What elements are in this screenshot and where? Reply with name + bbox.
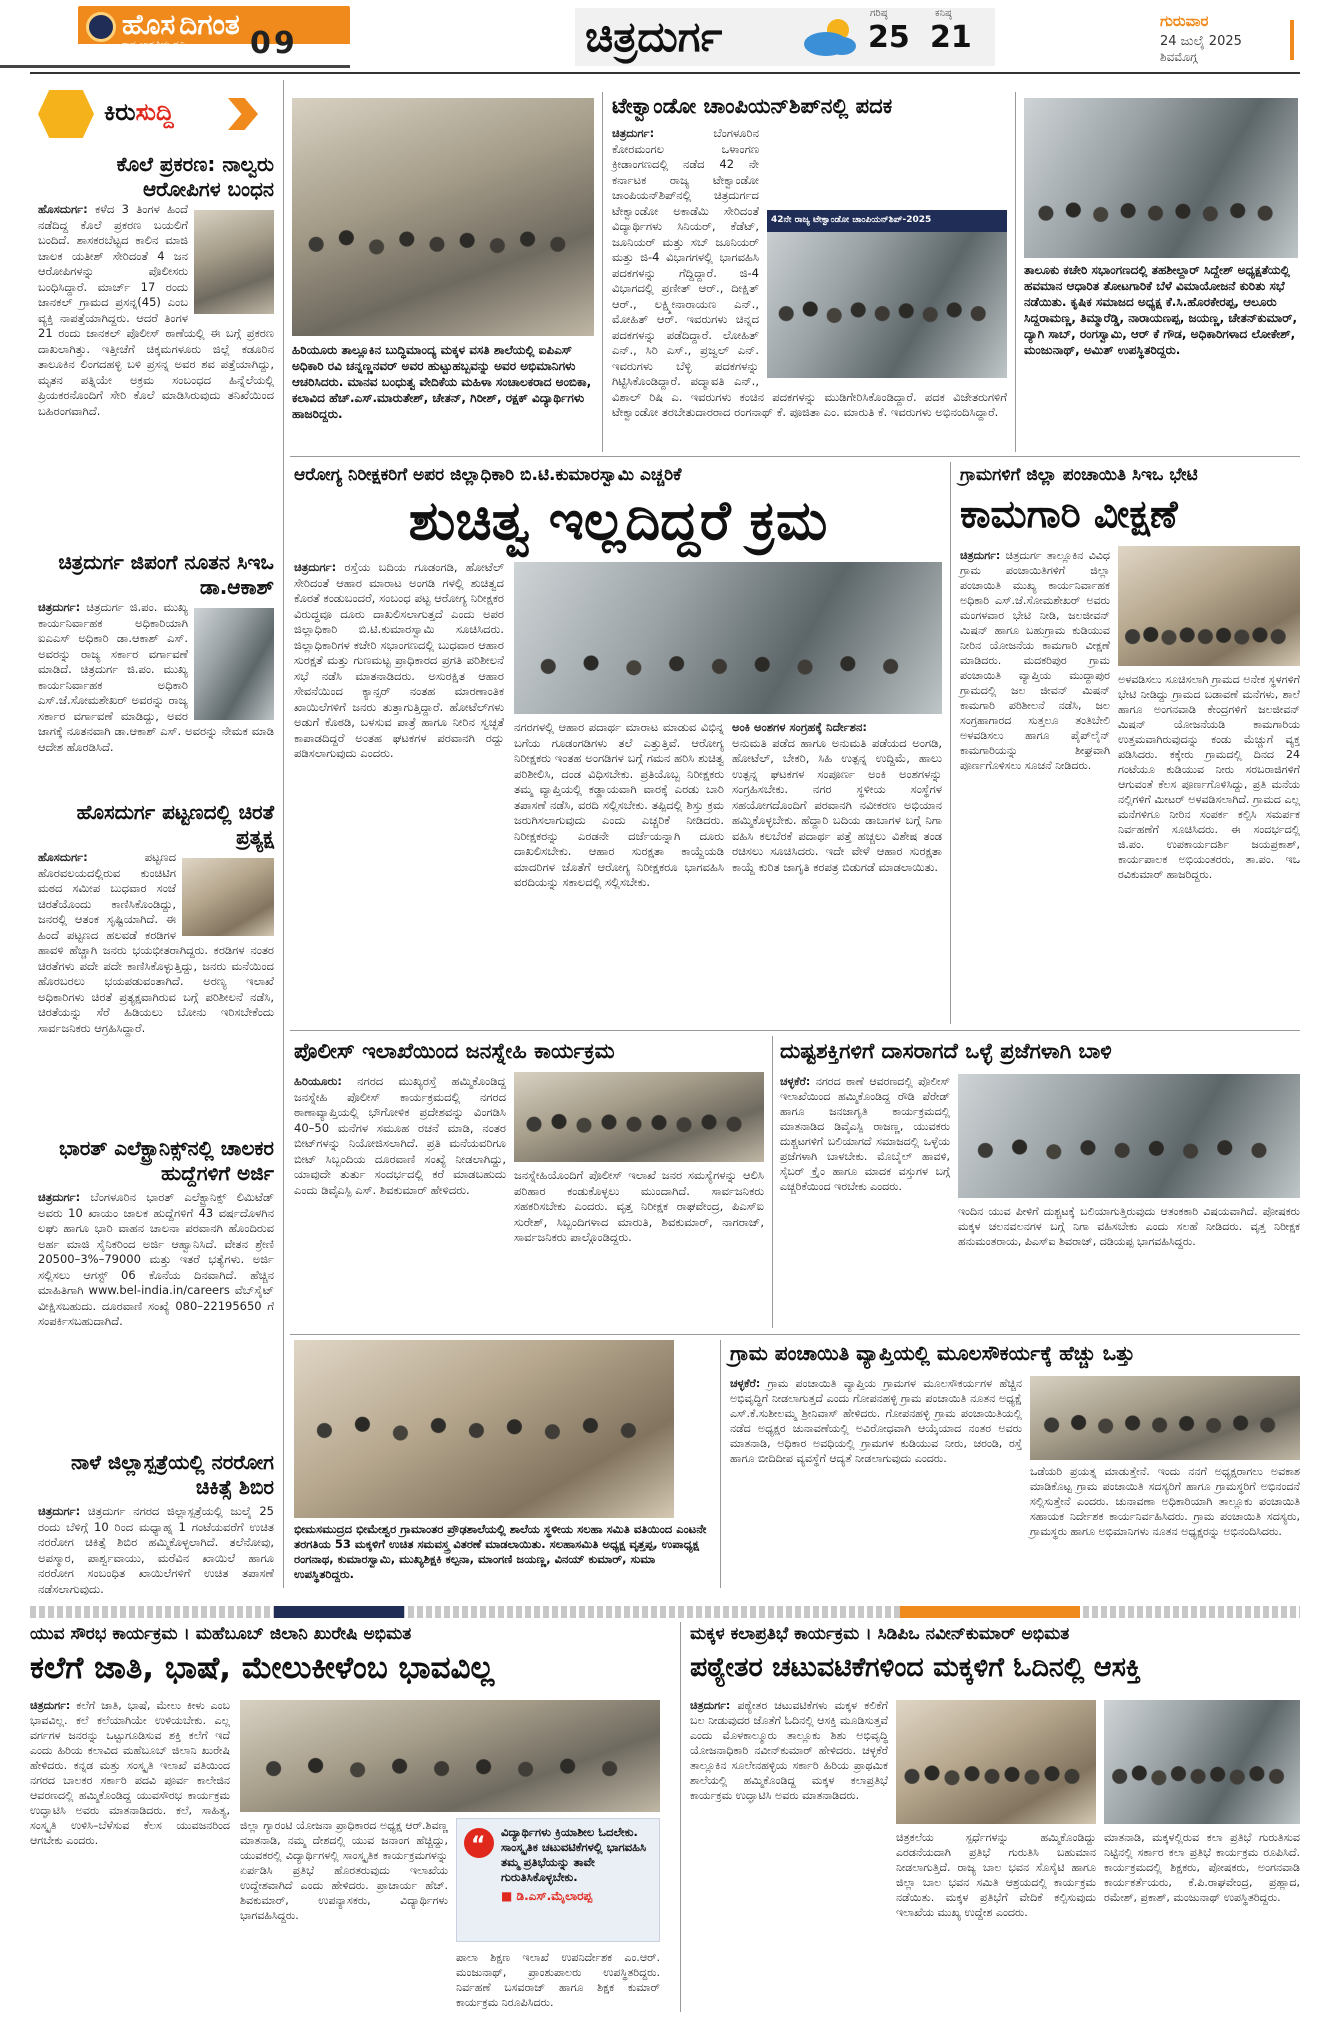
bottom-left-kicker: ಯುವ ಸೌರಭ ಕಾರ್ಯಕ್ರಮ । ಮಹೆಬೂಬ್ ಜಿಲಾನಿ ಖುರೇಷಿ ಅಭಿಮತ xyxy=(30,1624,412,1644)
section-divider-accent xyxy=(900,1606,1080,1618)
bottom-right-kicker: ಮಕ್ಕಳ ಕಲಾಪ್ರತಿಭೆ ಕಾರ್ಯಕ್ರಮ । ಸಿಡಿಪಿಒ ನವೀನ್‌ಕುಮಾರ್ ಅಭಿಮತ xyxy=(690,1624,1070,1644)
taekwondo-body xyxy=(612,126,1007,452)
section-divider xyxy=(30,1606,1300,1618)
brief-dateline: ಚಿತ್ರದುರ್ಗ: xyxy=(38,600,81,614)
masthead xyxy=(0,0,1337,68)
bottom-right-col1 xyxy=(690,1698,888,2012)
youth-event-photo xyxy=(240,1700,660,1812)
quote-text: ವಿದ್ಯಾರ್ಥಿಗಳು ಕ್ರಿಯಾಶೀಲ ಓದಲೇಕು. ಸಾಂಸ್ಕೃತಿಕ ಚಟುವಟಿಕೆಗಳಲ್ಲಿ ಭಾಗವಹಿಸಿ ತಮ್ಮ ಪ್ರತಿಭೆಯನ್ನು ತಾವೇ ಗುರುತಿಸಿಕೊಳ್ಳಬೇಕು. xyxy=(501,1825,647,1884)
kirusuddi-badge xyxy=(38,86,264,142)
taekwondo-banner: 42ನೇ ರಾಜ್ಯ ಟೇಕ್ವಾಂಡೋ ಚಾಂಪಿಯನ್‌ಶಿಪ್-2025 xyxy=(767,210,1007,232)
police-body1: ನಗರದ ಮುಖ್ಯರಸ್ತೆ ಹಮ್ಮಿಕೊಂಡಿದ್ದ ಜನಸ್ನೇಹಿ ಪೊಲೀಸ್ ಕಾರ್ಯಕ್ರಮದಲ್ಲಿ ನಗರದ ಠಾಣಾವ್ಯಾಪ್ತಿಯಲ್ಲಿ ಭೌಗೋಳಿಕ ಪ್ರದೇಶವನ್ನು ವಿಂಗಡಿಸಿ 40–50 ಮನೆಗಳ ಸಮೂಹ ರಚನೆ ಮಾಡಿ, ನಂತರ ಬೀಟ್‌ಗಳನ್ನು ನಿಯೋಜಿಸಲಾಗಿದೆ. ಪ್ರತಿ ಮನೆಯವರಿಗೂ ಬೀಟ್ ಸಿಬ್ಬಂದಿಯ ದೂರವಾಣಿ ಸಂಖ್ಯೆ ನೀಡಲಾಗಿದ್ದು, ಯಾವುದೇ ತುರ್ತು ಸಂದರ್ಭದಲ್ಲಿ ಕರೆ ಮಾಡಬಹುದು ಎಂದು ಡಿವೈಎಸ್ಪಿ ಎಸ್. ಶಿವಕುಮಾರ್ ಹೇಳಿದರು. xyxy=(294,1074,507,1197)
main-subhead: ಅಂಕಿ ಅಂಶಗಳ ಸಂಗ್ರಹಕ್ಕೆ ನಿರ್ದೇಶನ: xyxy=(732,720,867,734)
school-photo xyxy=(294,1340,674,1518)
quote-box xyxy=(456,1818,660,1942)
rowdy-dateline: ಚಳ್ಳಕೆರೆ: xyxy=(780,1075,811,1088)
main-kicker: ಆರೋಗ್ಯ ನಿರೀಕ್ಷಕರಿಗೆ ಅಪರ ಜಿಲ್ಲಾಧಿಕಾರಿ ಬಿ.ಟಿ.ಕುಮಾರಸ್ವಾಮಿ ಎಚ್ಚರಿಕೆ xyxy=(294,465,682,485)
taekwondo-photo xyxy=(767,210,1007,378)
brand-first: ಹೊಸ xyxy=(122,8,176,41)
bottom-left-col3: ಪಾಲಾ ಶಿಕ್ಷಣ ಇಲಾಖೆ ಉಪನಿರ್ದೇಶಕ ಎಂ.ಆರ್. ಮಂಜುನಾಥ್, ಪ್ರಾಂಶುಪಾಲರು ಉಪಸ್ಥಿತರಿದ್ದರು. ನಿರ್ವಹಣೆ ಬಸವರಾಜ್ ಹಾಗೂ ಶಿಕ್ಷಕ ಕುಮಾರ್ ಕಾರ್ಯಕ್ರಮ ನಿರೂಪಿಸಿದರು. xyxy=(456,1951,660,2009)
main-col3 xyxy=(732,720,942,1020)
city-name: ಚಿತ್ರದುರ್ಗ xyxy=(585,12,723,61)
police-dateline: ಹಿರಿಯೂರು: xyxy=(294,1074,342,1088)
section-divider-accent xyxy=(274,1606,404,1618)
bottom-right-dateline: ಚಿತ್ರದುರ್ಗ: xyxy=(690,1699,731,1712)
village-dateline: ಚಿತ್ರದುರ್ಗ: xyxy=(960,549,1001,562)
portrait-photo xyxy=(194,608,274,720)
brief-title: ಕೊಲೆ ಪ್ರಕರಣ: ನಾಲ್ವರು ಆರೋಪಿಗಳ ಬಂಧನ xyxy=(116,152,274,201)
meeting-caption: ತಾಲೂಕು ಕಚೇರಿ ಸಭಾಂಗಣದಲ್ಲಿ ತಹಶೀಲ್ದಾರ್ ಸಿದ್ದೇಶ್ ಅಧ್ಯಕ್ಷತೆಯಲ್ಲಿ ಹವಮಾನ ಆಧಾರಿತ ತೋಟಗಾರಿಕೆ ಬೆಳೆ ವಿಮಾಯೋಜನೆ ಕುರಿತು ಸಭೆ ನಡೆಯಿತು. ಕೃಷಿಕ ಸಮಾಜದ ಅಧ್ಯಕ್ಷ ಕೆ.ಸಿ.ಹೊರಕೇರಪ್ಪ, ಆಲೂರು ಸಿದ್ದರಾಮಣ್ಣ, ತಿಮ್ಮಾರೆಡ್ಡಿ, ನಾರಾಯಣಪ್ಪ, ಜಯಣ್ಣ, ಚೇತನ್‌ಕುಮಾರ್, ದ್ಯಾಗಿ ಸಾಬ್, ರಂಗಸ್ವಾಮಿ, ಆರ್ ಕೆ ಗೌಡ, ಅಧಿಕಾರಿಗಳಾದ ಲೋಕೇಶ್, ಮಂಜುನಾಥ್, ಅಮಿತ್ ಉಪಸ್ಥಿತರಿದ್ದರು. xyxy=(1024,263,1298,357)
gram-body2: ಚುನಾವಣಾ ಅಧಿಕಾರಿಯಾಗಿ ತಾಲ್ಲೂಕು ಪಂಚಾಯಿತಿ ಸಹಾಯಕ ನಿರ್ದೇಶಕ ಕಾರ್ಯನಿರ್ವಹಿಸಿದರು. ಗ್ರಾಮ ಪಂಚಾಯಿತಿ ಸದಸ್ಯರು, ಗ್ರಾಮಸ್ಥರು ಹಾಗೂ ಅಭಿಮಾನಿಗಳು ನೂತನ ಅಧ್ಯಕ್ಷರನ್ನು ಅಭಿನಂದಿಸಿದರು. xyxy=(1030,1495,1300,1538)
brief-title: ಚಿತ್ರದುರ್ಗ ಜಿಪಂಗೆ ನೂತನ ಸಿಇಒ ಡಾ.ಆಕಾಶ್ xyxy=(58,550,274,599)
birthday-photo xyxy=(292,98,594,336)
svg-text:“: “ xyxy=(471,1833,486,1858)
village-col1 xyxy=(960,548,1110,1022)
brief-body: ಕಳೆದ 3 ತಿಂಗಳ ಹಿಂದೆ ನಡೆದಿದ್ದ ಕೊಲೆ ಪ್ರಕರಣ ಬಯಲಿಗೆ ಬಂದಿದೆ. ಶಾಸಕರಬೆಟ್ಟದ ಕಾಲಿನ ಮಾಜಿ ಚಾಲಕ ಯತೀಶ್ ಸೇರಿದಂತೆ 4 ಜನ ಆರೋಪಿಗಳನ್ನು ಪೊಲೀಸರು ಬಂಧಿಸಿದ್ದಾರೆ. ಮಾರ್ಚ್ 17 ರಂದು ಜಾನಕಲ್ ಗ್ರಾಮದ ಪ್ರಸನ್ನ(45) ಎಂಬ ವ್ಯಕ್ತಿ ನಾಪತ್ತೆಯಾಗಿದ್ದರು. ಆದರೆ ತಿಂಗಳ 21 ರಂದು ಜಾನಕಲ್ ಪೊಲೀಸ್ ಠಾಣೆಯಲ್ಲಿ ಈ ಬಗ್ಗೆ ಪ್ರಕರಣ ದಾಖಲಾಗಿತ್ತು. ಇತ್ತೀಚೆಗೆ ಚಿಕ್ಕಮಗಳೂರು ಜಿಲ್ಲೆ ಕಡೂರಿನ ತಾಲೂಕಿನ ಲಿಂಗದಹಳ್ಳಿ ಬಳಿ ಪ್ರಸನ್ನ ಅವರ ಶವ ಪತ್ತೆಯಾಗಿದ್ದು, ಮೃತನ ಪತ್ನಿಯೇ ಅಕ್ರಮ ಸಂಬಂಧದ ಹಿನ್ನೆಲೆಯಲ್ಲಿ ಪ್ರಿಯಕರನೊಂದಿಗೆ ಸೇರಿ ಕೊಲೆ ಮಾಡಿಸಿರುವುದು ತನಿಖೆಯಿಂದ ಬಹಿರಂಗವಾಗಿದೆ. xyxy=(38,202,274,418)
main-col2-text: ನಗರಗಳಲ್ಲಿ ಆಹಾರ ಪದಾರ್ಥ ಮಾರಾಟ ಮಾಡುವ ವಿಭಿನ್ನ ಬಗೆಯ ಗೂಡಂಗಡಿಗಳು ತಲೆ ಎತ್ತುತ್ತಿವೆ. ಆರೋಗ್ಯ ನಿರೀಕ್ಷಕರು ಇಂತಹ ಅಂಗಡಿಗಳ ಬಗ್ಗೆ ಗಮನ ಹರಿಸಿ ಶುಚಿತ್ವ ಪರಿಶೀಲಿಸಿ, ದಂಡ ವಿಧಿಸಬೇಕು. ಪ್ರತಿಯೊಬ್ಬ ನಿರೀಕ್ಷಕರು ತಮ್ಮ ವ್ಯಾಪ್ತಿಯಲ್ಲಿ ಕಡ್ಡಾಯವಾಗಿ ವಾರಕ್ಕೆ ಎರಡು ಬಾರಿ ತಪಾಸಣೆ ನಡೆಸಿ, ವರದಿ ಸಲ್ಲಿಸಬೇಕು. ತಪ್ಪಿದಲ್ಲಿ ಶಿಸ್ತು ಕ್ರಮ ಜರುಗಿಸಲಾಗುವುದು ಎಂದು ಎಚ್ಚರಿಕೆ ನೀಡಿದರು. ನಿರೀಕ್ಷಕರನ್ನು ಎರಡನೇ ದರ್ಜೆಯನ್ನಾಗಿ ದೂರು ದಾಖಲಿಸಬೇಕು. ಆಹಾರ ಸುರಕ್ಷತಾ ಕಾಯ್ದೆಯಡಿ ಮಾದರಿಗಳ ಜೊತೆಗೆ ಆರೋಗ್ಯ ನಿರೀಕ್ಷಕರೂ ಭಾಗವಹಿಸಿ ವರದಿಯನ್ನು ಸಕಾಲದಲ್ಲಿ ಸಲ್ಲಿಸಬೇಕು. xyxy=(514,720,724,889)
suddi-text: ಸುದ್ದಿ xyxy=(135,98,174,126)
brief-item xyxy=(38,152,274,419)
brand-name xyxy=(122,8,240,42)
brief-item xyxy=(38,550,274,755)
rowdy-body1: ನಗರದ ಠಾಣೆ ಆವರಣದಲ್ಲಿ ಪೊಲೀಸ್ ಇಲಾಖೆಯಿಂದ ಹಮ್ಮಿಕೊಂಡಿದ್ದ ರೌಡಿ ಪೆರೇಡ್ ಹಾಗೂ ಜನಜಾಗೃತಿ ಕಾರ್ಯಕ್ರಮದಲ್ಲಿ ಮಾತನಾಡಿದ ಡಿವೈಎಸ್ಪಿ ರಾಜಣ್ಣ, ಯುವಕರು ದುಶ್ಚಟಗಳಿಗೆ ಬಲಿಯಾಗದೆ ಸಮಾಜದಲ್ಲಿ ಒಳ್ಳೆಯ ಪ್ರಜೆಗಳಾಗಿ ಬಾಳಬೇಕು. ಮೊಬೈಲ್ ಹಾವಳಿ, ಸೈಬರ್ ಕ್ರೈಂ ಹಾಗೂ ಮಾದಕ ವಸ್ತುಗಳ ಬಗ್ಗೆ ಎಚ್ಚರಿಕೆಯಿಂದ ಇರಬೇಕು ಎಂದರು. xyxy=(780,1075,951,1193)
police-col1 xyxy=(294,1074,506,1328)
gram-photo xyxy=(1030,1376,1300,1460)
min-temp-label: ಕನಿಷ್ಠ xyxy=(935,8,952,19)
page-number: 09 xyxy=(250,26,298,61)
health-meeting-photo xyxy=(514,562,942,714)
rowdy-photo xyxy=(958,1074,1300,1198)
main-col1 xyxy=(294,560,504,1020)
main-headline: ಶುಚಿತ್ವ ಇಲ್ಲದಿದ್ದರೆ ಕ್ರಮ xyxy=(408,489,828,552)
main-col3-text: ಅನುಮತಿ ಪಡೆದ ಹಾಗೂ ಅನುಮತಿ ಪಡೆಯದ ಅಂಗಡಿ, ಹೋಟೆಲ್, ಬೇಕರಿ, ಸಿಹಿ ಉತ್ಪನ್ನ ಉದ್ದಿಮೆ, ಹಾಲು ಉತ್ಪನ್ನ ಘಟಕಗಳ ಸಂಪೂರ್ಣ ಅಂಕಿ ಅಂಶಗಳನ್ನು ಸಂಗ್ರಹಿಸಬೇಕು. ನಗರ ಸ್ಥಳೀಯ ಸಂಸ್ಥೆಗಳ ಸಹಯೋಗದೊಂದಿಗೆ ಪರವಾನಗಿ ನವೀಕರಣ ಅಭಿಯಾನ ಹಮ್ಮಿಕೊಳ್ಳಬೇಕು. ಹೆದ್ದಾರಿ ಬದಿಯ ಡಾಬಾಗಳ ಬಗ್ಗೆ ನಿಗಾ ವಹಿಸಿ ಕಲಬೆರಕೆ ಪದಾರ್ಥ ಪತ್ತೆ ಹಚ್ಚಲು ವಿಶೇಷ ತಂಡ ರಚಿಸಲು ಸೂಚಿಸಿದರು. ಇದೇ ವೇಳೆ ಆಹಾರ ಸುರಕ್ಷತಾ ಕಾಯ್ದೆ ಕುರಿತ ಜಾಗೃತಿ ಕರಪತ್ರ ಬಿಡುಗಡೆ ಮಾಡಲಾಯಿತು. xyxy=(732,735,942,874)
brief-body: ಚಿತ್ರದುರ್ಗ ನಗರದ ಜಿಲ್ಲಾಸ್ಪತ್ರೆಯಲ್ಲಿ ಜುಲೈ 25 ರಂದು ಬೆಳಿಗ್ಗೆ 10 ರಿಂದ ಮಧ್ಯಾಹ್ನ 1 ಗಂಟೆಯವರೆಗೆ ಉಚಿತ ನರರೋಗ ಚಿಕಿತ್ಸೆ ಶಿಬಿರ ಹಮ್ಮಿಕೊಳ್ಳಲಾಗಿದೆ. ತಲೆನೋವು, ಅಪಸ್ಮಾರ, ಪಾರ್ಶ್ವವಾಯು, ಮರೆವಿನ ಖಾಯಿಲೆ ಹಾಗೂ ನರರೋಗ ಸಂಬಂಧಿತ ಖಾಯಿಲೆಗಳಿಗೆ ಉಚಿತ ತಪಾಸಣೆ ನಡೆಸಲಾಗುವುದು. xyxy=(38,1504,274,1596)
village-headline: ಕಾಮಗಾರಿ ವೀಕ್ಷಣೆ xyxy=(960,492,1178,536)
police-headline: ಪೊಲೀಸ್ ಇಲಾಖೆಯಿಂದ ಜನಸ್ನೇಹಿ ಕಾರ್ಯಕ್ರಮ xyxy=(294,1039,615,1063)
kirusuddi-column xyxy=(30,80,280,1596)
taekwondo-dateline: ಚಿತ್ರದುರ್ಗ: xyxy=(612,126,655,140)
brief-dateline: ಹೊಸದುರ್ಗ: xyxy=(38,850,88,864)
taekwondo-text: ಬೆಂಗಳೂರಿನ ಕೋರಮಂಗಲ ಒಳಾಂಗಣ ಕ್ರೀಡಾಂಗಣದಲ್ಲಿ ನಡೆದ 42 ನೇ ಕರ್ನಾಟಕ ರಾಜ್ಯ ಟೇಕ್ವಾಂಡೋ ಚಾಂಪಿಯನ್‌ಶಿಪ್‌ನಲ್ಲಿ ಚಿತ್ರದುರ್ಗದ ಟೇಕ್ವಾಂಡೋ ಅಕಾಡೆಮಿ ಸೇರಿದಂತೆ ವಿದ್ಯಾರ್ಥಿಗಳು ಸಿನಿಯರ್, ಕೆಡೆಟ್, ಜೂನಿಯರ್ ಮತ್ತು ಸಬ್ ಜೂನಿಯರ್ ಮತ್ತು ಜಿ-4 ವಿಭಾಗಗಳಲ್ಲಿ ಭಾಗವಹಿಸಿ ಪದಕಗಳನ್ನು ಗೆದ್ದಿದ್ದಾರೆ. ಜಿ-4 ವಿಭಾಗದಲ್ಲಿ ಪ್ರಣೀತ್ ಆರ್., ದೀಕ್ಷಿತ್ ಆರ್., ಲಕ್ಷ್ಮೀನಾರಾಯಣ ಎನ್., ಮೋಹಿತ್ ಆರ್. ಇವರುಗಳು ಚಿನ್ನದ ಪದಕಗಳನ್ನು ಪಡೆದಿದ್ದಾರೆ. ಲೋಹಿತ್ ಎನ್., ಸಿರಿ ಎಸ್., ಪ್ರಜ್ವಲ್ ಎನ್. ಇವರುಗಳು ಬೆಳ್ಳಿ ಪದಕಗಳನ್ನು ಗಿಟ್ಟಿಸಿಕೊಂಡಿದ್ದಾರೆ. ಪದ್ಮಾವತಿ ಎನ್., ವಿಶಾಲ್ ರಿಷಿ ಎ. ಇವರುಗಳು ಕಂಚಿನ ಪದಕಗಳನ್ನು ಮುಡಿಗೇರಿಸಿಕೊಂಡಿದ್ದಾರೆ. ಪದಕ ವಿಜೇತರುಗಳಿಗೆ ಟೇಕ್ವಾಂಡೋ ತರಬೇತುದಾರರಾದ ರಂಗನಾಥ್ ಕೆ. ಪೂಜಿತಾ ಎಂ. ಮಾರುತಿ ಕೆ. ಇವರುಗಳು ಅಭಿನಂದಿಸಿದ್ದಾರೆ. xyxy=(612,126,1007,419)
brief-title: ಭಾರತ್ ಎಲೆಕ್ಟ್ರಾನಿಕ್ಸ್‌ನಲ್ಲಿ ಚಾಲಕರ ಹುದ್ದೆಗಳಿಗೆ ಅರ್ಜಿ xyxy=(58,1136,274,1185)
bottom-right-col3: ಮಾತನಾಡಿ, ಮಕ್ಕಳಲ್ಲಿರುವ ಕಲಾ ಪ್ರತಿಭೆ ಗುರುತಿಸುವ ನಿಟ್ಟಿನಲ್ಲಿ ಸರ್ಕಾರ ಕಲಾ ಪ್ರತಿಭೆ ಕಾರ್ಯಕ್ರಮ ರೂಪಿಸಿದೆ. ಕಾರ್ಯಕ್ರಮದಲ್ಲಿ ಶಿಕ್ಷಕರು, ಪೋಷಕರು, ಅಂಗನವಾಡಿ ಕಾರ್ಯಕರ್ತೆಯರು, ಕೆ.ಪಿ.ರಾಘವೇಂದ್ರ, ಪ್ರಹ್ಲಾದ, ರಮೇಶ್, ಪ್ರಕಾಶ್, ಮಂಜುನಾಥ್ ಉಪಸ್ಥಿತರಿದ್ದರು. xyxy=(1104,1831,1300,1904)
bottom-left-body1: ಕಲೆಗೆ ಜಾತಿ, ಭಾಷೆ, ಮೇಲು ಕೀಳು ಎಂಬ ಭಾವವಿಲ್ಲ. ಕಲೆ ಕಲೆಯಾಗಿಯೇ ಉಳಿಯಬೇಕು. ಎಲ್ಲ ವರ್ಗಗಳ ಜನರನ್ನು ಒಟ್ಟುಗೂಡಿಸುವ ಶಕ್ತಿ ಕಲೆಗೆ ಇದೆ ಎಂದು ಹಿರಿಯ ಕಲಾವಿದ ಮಹೆಬೂಬ್ ಜಿಲಾನಿ ಖುರೇಷಿ ಹೇಳಿದರು. ಕನ್ನಡ ಮತ್ತು ಸಂಸ್ಕೃತಿ ಇಲಾಖೆ ವತಿಯಿಂದ ನಗರದ ಬಾಲಕರ ಸರ್ಕಾರಿ ಪದವಿ ಪೂರ್ವ ಕಾಲೇಜಿನ ಆವರಣದಲ್ಲಿ ಹಮ್ಮಿಕೊಂಡಿದ್ದ ಯುವಸೌರಭ ಕಾರ್ಯಕ್ರಮ ಉದ್ಘಾಟಿಸಿ ಅವರು ಮಾತನಾಡಿದರು. ಕಲೆ, ಸಾಹಿತ್ಯ, ಸಂಸ್ಕೃತಿ ಉಳಿಸಿ–ಬೆಳೆಸುವ ಕೆಲಸ ಯುವಜನರಿಂದ ಆಗಬೇಕು ಎಂದರು. xyxy=(30,1699,231,1847)
edition-label: ಶಿವಮೊಗ್ಗ xyxy=(1160,50,1198,64)
village-col2: ಅಳವಡಿಸಲು ಸೂಚಿಸಲಾಗಿ ಗ್ರಾಮದ ಅನೇಕ ಸ್ಥಳಗಳಿಗೆ ಭೇಟಿ ನೀಡಿದ್ದು ಗ್ರಾಮದ ಬಡಾವಣೆ ಮನೆಗಳು, ಶಾಲೆ ಹಾಗೂ ಅಂಗನವಾಡಿ ಕೇಂದ್ರಗಳಿಗೆ ಜಲಜೀವನ್ ಮಿಷನ್ ಯೋಜನೆಯಡಿ ಕಾಮಗಾರಿಯ ಉತ್ತಮವಾಗಿರುವುದನ್ನು ಕಂಡು ಮೆಚ್ಚುಗೆ ವ್ಯಕ್ತ ಪಡಿಸಿದರು. ಕಕ್ಕೇರು ಗ್ರಾಮದಲ್ಲಿ ದಿನದ 24 ಗಂಟೆಯೂ ಕುಡಿಯುವ ನೀರು ಸರಬರಾಜಿಗಳಿಗೆ ಆಗುವಂತೆ ಕೆಲಸ ಪೂರ್ಣಗೊಳಿಸಿದ್ದು, ಪ್ರತಿ ಮನೆಯ ನಲ್ಲಿಗಳಿಗೆ ಮೀಟರ್ ಅಳವಡಿಸಲಾಗಿದೆ. ಗ್ರಾಮದ ಎಲ್ಲ ಮನೆಗಳಿಗೂ ನೀರಿನ ಸಂಪರ್ಕ ಕಲ್ಪಿಸಿ ಸಮರ್ಪಕ ನಿರ್ವಹಣೆಗೆ ಸೂಚಿಸಿದರು. ಈ ಸಂದರ್ಭದಲ್ಲಿ ಜಿ.ಪಂ. ಉಪಕಾರ್ಯದರ್ಶಿ ಜಯಪ್ರಕಾಶ್, ಕಾರ್ಯಪಾಲಕ ಅಭಿಯಂತರರು, ತಾ.ಪಂ. ಇಒ ರವಿಕುಮಾರ್ ಹಾಜರಿದ್ದರು. xyxy=(1118,673,1300,881)
gram-body1: ಗ್ರಾಮ ಪಂಚಾಯಿತಿ ವ್ಯಾಪ್ತಿಯ ಗ್ರಾಮಗಳ ಮೂಲಸೌಕರ್ಯಗಳ ಹೆಚ್ಚಿನ ಅಭಿವೃದ್ಧಿಗೆ ನೀಡಲಾಗುತ್ತದೆ ಎಂದು ಗೋಪನಹಳ್ಳಿ ಗ್ರಾಮ ಪಂಚಾಯಿತಿ ನೂತನ ಅಧ್ಯಕ್ಷೆ ಎಸ್.ಕೆ.ಸುಶೀಲಮ್ಮ ಶ್ರೀನಿವಾಸ್ ಹೇಳಿದರು. ಗೋಪನಹಳ್ಳಿ ಗ್ರಾಮ ಪಂಚಾಯಿತಿಯಲ್ಲಿ ನಡೆದ ಅಧ್ಯಕ್ಷರ ಚುನಾವಣೆಯಲ್ಲಿ ಅವಿರೋಧವಾಗಿ ಆಯ್ಕೆಯಾದ ನಂತರ ಅವರು ಮಾತನಾಡಿ, ಅಧಿಕಾರ ಅವಧಿಯಲ್ಲಿ ಗ್ರಾಮಗಳ ಕುಡಿಯುವ ನೀರು, ಚರಂಡಿ, ರಸ್ತೆ ಹಾಗೂ ಬೀದಿದೀಪ ವ್ಯವಸ್ಥೆಗೆ ಆದ್ಯತೆ ನೀಡಲಾಗುವುದು ಎಂದರು. xyxy=(730,1377,1022,1465)
brand-sun-icon xyxy=(86,12,116,42)
bottom-right-body1: ಪಠ್ಯೇತರ ಚಟುವಟಿಕೆಗಳು ಮಕ್ಕಳ ಕಲಿಕೆಗೆ ಬಲ ನೀಡುವುದರ ಜೊತೆಗೆ ಓದಿನಲ್ಲಿ ಆಸಕ್ತಿ ಮೂಡಿಸುತ್ತವೆ ಎಂದು ಮೊಳಕಾಲ್ಮೂರು ತಾಲ್ಲೂಕು ಶಿಶು ಅಭಿವೃದ್ಧಿ ಯೋಜನಾಧಿಕಾರಿ ನವೀನ್‌ಕುಮಾರ್ ಹೇಳಿದರು. ಚಳ್ಳಕೆರೆ ತಾಲ್ಲೂಕಿನ ಸೂಲೇನಹಳ್ಳಿಯ ಸರ್ಕಾರಿ ಹಿರಿಯ ಪ್ರಾಥಮಿಕ ಶಾಲೆಯಲ್ಲಿ ಹಮ್ಮಿಕೊಂಡಿದ್ದ ಮಕ್ಕಳ ಕಲಾಪ್ರತಿಭೆ ಕಾರ್ಯಕ್ರಮ ಉದ್ಘಾಟಿಸಿ ಅವರು ಮಾತನಾಡಿದರು. xyxy=(690,1699,888,1802)
main-col2 xyxy=(514,720,724,1020)
brief-body: ಬೆಂಗಳೂರಿನ ಭಾರತ್ ಎಲೆಕ್ಟ್ರಾನಿಕ್ಸ್ ಲಿಮಿಟೆಡ್ ಅವರು 10 ಖಾಯಂ ಚಾಲಕ ಹುದ್ದೆಗಳಿಗೆ 43 ವರ್ಷದೊಳಗಿನ ಲಘು ಹಾಗೂ ಭಾರಿ ವಾಹನ ಚಾಲನಾ ಪರವಾನಗಿ ಹೊಂದಿರುವ ಅರ್ಹ ಮಾಜಿ ಸೈನಿಕರಿಂದ ಅರ್ಜಿ ಆಹ್ವಾನಿಸಿದೆ. ವೇತನ ಶ್ರೇಣಿ 20500–3%–79000 ಮತ್ತು ಇತರೆ ಭತ್ಯೆಗಳು. ಅರ್ಜಿ ಸಲ್ಲಿಸಲು ಆಗಸ್ಟ್ 06 ಕೊನೆಯ ದಿನವಾಗಿದೆ. ಹೆಚ್ಚಿನ ಮಾಹಿತಿಗಾಗಿ www.bel-india.in/careers ವೆಬ್‌ಸೈಟ್ ವೀಕ್ಷಿಸಬಹುದು. ದೂರವಾಣಿ ಸಂಖ್ಯೆ 080–22195650 ಗೆ ಸಂಪರ್ಕಿಸಬಹುದಾಗಿದೆ. xyxy=(38,1190,274,1328)
brief-dateline: ಹೊಸದುರ್ಗ: xyxy=(38,202,88,216)
max-temp: 25 xyxy=(868,20,910,55)
chevron-right-icon xyxy=(228,98,258,130)
brand-second: ದಿಗಂತ xyxy=(179,8,240,41)
leopard-photo xyxy=(182,858,274,936)
art-event-photo-right xyxy=(1104,1700,1300,1824)
gram-headline: ಗ್ರಾಮ ಪಂಚಾಯಿತಿ ವ್ಯಾಪ್ತಿಯಲ್ಲಿ ಮೂಲಸೌಕರ್ಯಕ್ಕೆ ಹೆಚ್ಚು ಒತ್ತು xyxy=(730,1341,1135,1365)
village-kicker: ಗ್ರಾಮಗಳಿಗೆ ಜಿಲ್ಲಾ ಪಂಚಾಯಿತಿ ಸಿಇಒ ಭೇಟಿ xyxy=(960,465,1198,485)
village-body1: ಚಿತ್ರದುರ್ಗ ತಾಲ್ಲೂಕಿನ ವಿವಿಧ ಗ್ರಾಮ ಪಂಚಾಯಿತಿಗಳಿಗೆ ಜಿಲ್ಲಾ ಪಂಚಾಯಿತಿ ಮುಖ್ಯ ಕಾರ್ಯನಿರ್ವಾಹಕ ಅಧಿಕಾರಿ ಎಸ್.ಜೆ.ಸೋಮಶೇಖರ್ ಅವರು ಮಂಗಳವಾರ ಭೇಟಿ ನೀಡಿ, ಜಲಜೀವನ್ ಮಿಷನ್ ಹಾಗೂ ಬಹುಗ್ರಾಮ ಕುಡಿಯುವ ನೀರಿನ ಯೋಜನೆಯ ಕಾಮಗಾರಿ ವೀಕ್ಷಣೆ ಮಾಡಿದರು. ಮದಕರಿಪುರ ಗ್ರಾಮ ಪಂಚಾಯಿತಿ ವ್ಯಾಪ್ತಿಯ ಮುದ್ದಾಪುರ ಗ್ರಾಮದಲ್ಲಿ ಜಲ ಜೀವನ್ ಮಿಷನ್ ಕಾಮಗಾರಿ ಪರಿಶೀಲನೆ ನಡೆಸಿ, ಜಲ ಸಂಗ್ರಹಾಗಾರದ ಸುತ್ತಲೂ ತಂತಿಬೇಲಿ ಅಳವಡಿಸಲು ಹಾಗೂ ಪೈಪ್‌ಲೈನ್ ಕಾಮಗಾರಿಯನ್ನು ಶೀಘ್ರವಾಗಿ ಪೂರ್ಣಗೊಳಿಸಲು ಸೂಚನೆ ನೀಡಿದರು. xyxy=(960,549,1110,772)
bottom-left-dateline: ಚಿತ್ರದುರ್ಗ: xyxy=(30,1699,71,1712)
kirusuddi-label xyxy=(104,98,174,126)
police-photo xyxy=(514,1072,764,1162)
rowdy-headline: ದುಷ್ಟಶಕ್ತಿಗಳಿಗೆ ದಾಸರಾಗದೆ ಒಳ್ಳೆ ಪ್ರಜೆಗಳಾಗಿ ಬಾಳಿ xyxy=(780,1039,1112,1063)
brief-dateline: ಚಿತ್ರದುರ್ಗ: xyxy=(38,1190,81,1204)
gram-col1 xyxy=(730,1376,1022,1588)
rowdy-col2: ಇಂದಿನ ಯುವ ಪೀಳಿಗೆ ದುಶ್ಚಟಕ್ಕೆ ಬಲಿಯಾಗುತ್ತಿರುವುದು ಆತಂಕಕಾರಿ ವಿಷಯವಾಗಿದೆ. ಪೋಷಕರು ಮಕ್ಕಳ ಚಲನವಲನಗಳ ಬಗ್ಗೆ ನಿಗಾ ವಹಿಸಬೇಕು ಎಂದು ಸಲಹೆ ನೀಡಿದರು. ವೃತ್ತ ನಿರೀಕ್ಷಕ ಹನುಮಂತರಾಯ, ಪಿಎಸ್‌ಐ ಶಿವರಾಜ್, ದಡಿಯಪ್ಪ ಭಾಗವಹಿಸಿದ್ದರು. xyxy=(958,1205,1300,1248)
day-label: ಗುರುವಾರ xyxy=(1160,12,1209,30)
bottom-right-headline: ಪಠ್ಯೇತರ ಚಟುವಟಿಕೆಗಳಿಂದ ಮಕ್ಕಳಿಗೆ ಓದಿನಲ್ಲಿ ಆಸಕ್ತಿ xyxy=(690,1652,1141,1683)
gram-photo-caption: ಒಡೆಯರಿ ಪ್ರಯತ್ನ ಮಾಡುತ್ತೇನೆ. ಇಂದು ನನಗೆ ಅಧ್ಯಕ್ಷರಾಗಲು ಅವಕಾಶ ಮಾಡಿಕೊಟ್ಟ ಗ್ರಾಮ ಪಂಚಾಯಿತಿ ಸದಸ್ಯರಿಗೆ ಹಾಗೂ ಗ್ರಾಮಸ್ಥರಿಗೆ ಅಭಿನಂದನೆ ಸಲ್ಲಿಸುತ್ತೇನೆ ಎಂದರು. xyxy=(1030,1465,1300,1508)
village-photo xyxy=(1118,546,1300,666)
cloud-sun-icon xyxy=(800,14,860,58)
art-event-photo-left xyxy=(896,1700,1096,1824)
bottom-left-col1 xyxy=(30,1698,230,2012)
brief-item xyxy=(38,1450,274,1597)
gram-dateline: ಚಳ್ಳಕೆರೆ: xyxy=(730,1377,761,1390)
date-label: 24 ಜುಲೈ 2025 xyxy=(1160,34,1242,49)
main-dateline: ಚಿತ್ರದುರ್ಗ: xyxy=(294,560,337,574)
brief-title: ಹೊಸದುರ್ಗ ಪಟ್ಟಣದಲ್ಲಿ ಚಿರತೆ ಪ್ರತ್ಯಕ್ಷ xyxy=(76,800,274,849)
gram-col2 xyxy=(1030,1464,1300,1588)
bottom-left-headline: ಕಲೆಗೆ ಜಾತಿ, ಭಾಷೆ, ಮೇಲುಕೀಳೆಂಬ ಭಾವವಿಲ್ಲ xyxy=(30,1650,495,1686)
brief-body: ಚಿತ್ರದುರ್ಗ ಜಿ.ಪಂ. ಮುಖ್ಯ ಕಾರ್ಯನಿರ್ವಾಹಕ ಅಧಿಕಾರಿಯಾಗಿ ಐಎಎಸ್ ಅಧಿಕಾರಿ ಡಾ.ಆಕಾಶ್ ಎಸ್. ಅವರನ್ನು ರಾಜ್ಯ ಸರ್ಕಾರ ವರ್ಗಾವಣೆ ಮಾಡಿದೆ. ಚಿತ್ರದುರ್ಗ ಜಿ.ಪಂ. ಮುಖ್ಯ ಕಾರ್ಯನಿರ್ವಾಹಕ ಅಧಿಕಾರಿ ಎಸ್.ಜೆ.ಸೋಮಶೇಖರ್ ಅವರನ್ನು ರಾಜ್ಯ ಸರ್ಕಾರ ವರ್ಗಾವಣೆ ಮಾಡಿದ್ದು, ಅವರ ಜಾಗಕ್ಕೆ ನೂತನವಾಗಿ ಡಾ.ಆಕಾಶ್ ಎಸ್. ಅವರನ್ನು ನೇಮಕ ಮಾಡಿ ಆದೇಶ ಹೊರಡಿಸಿದೆ. xyxy=(38,600,274,754)
max-temp-label: ಗರಿಷ್ಠ xyxy=(870,8,888,19)
rowdy-col1 xyxy=(780,1074,950,1328)
brief-item xyxy=(38,800,274,1036)
hand-icon xyxy=(38,90,94,138)
portrait-photo xyxy=(194,210,274,314)
masthead-accent xyxy=(1290,20,1294,60)
brief-body: ಪಟ್ಟಣದ ಹೊರವಲಯದಲ್ಲಿರುವ ಕುಂಚಿಟಿಗ ಮಠದ ಸಮೀಪ ಬುಧವಾರ ಸಂಜೆ ಚಿರತೆಯೊಂದು ಕಾಣಿಸಿಕೊಂಡಿದ್ದು, ಜನರಲ್ಲಿ ಆತಂಕ ಸೃಷ್ಟಿಯಾಗಿದೆ. ಈ ಹಿಂದೆ ಪಟ್ಟಣದ ಹಲವಡೆ ಕರಡಿಗಳ ಹಾವಳಿ ಹೆಚ್ಚಾಗಿ ಜನರು ಭಯಭೀತರಾಗಿದ್ದರು. ಕರಡಿಗಳ ನಂತರ ಚಿರತೆಗಳು ಪದೇ ಪದೇ ಕಾಣಿಸಿಕೊಳ್ಳುತ್ತಿದ್ದು, ಜನರು ಮನೆಯಿಂದ ಹೊರಬರಲು ಭಯಪಡುವಂತಾಗಿದೆ. ಅರಣ್ಯ ಇಲಾಖೆ ಅಧಿಕಾರಿಗಳು ಚಿರತೆ ಪ್ರತ್ಯಕ್ಷವಾಗಿರುವ ಬಗ್ಗೆ ಪರಿಶೀಲನೆ ನಡೆಸಿ, ಚಿರತೆಯನ್ನು ಸೆರೆ ಹಿಡಿಯಲು ಬೋನು ಇರಿಸಬೇಕೆಂದು ಸಾರ್ವಜನಿಕರು ಆಗ್ರಹಿಸಿದ್ದಾರೆ. xyxy=(38,850,274,1035)
bottom-left-col2: ಜಿಲ್ಲಾ ಗ್ಯಾರಂಟಿ ಯೋಜನಾ ಪ್ರಾಧಿಕಾರದ ಅಧ್ಯಕ್ಷ ಆರ್.ಶಿವಣ್ಣ ಮಾತನಾಡಿ, ನಮ್ಮ ದೇಶದಲ್ಲಿ ಯುವ ಜನಾಂಗ ಹೆಚ್ಚಿದ್ದು, ಯುವಕರಲ್ಲಿ ವಿದ್ಯಾರ್ಥಿಗಳಲ್ಲಿ ಸಾಂಸ್ಕೃತಿಕ ಕಾರ್ಯಕ್ರಮಗಳನ್ನು ಏರ್ಪಡಿಸಿ ಪ್ರತಿಭೆ ಹೊರತರುವುದು ಇಲಾಖೆಯ ಉದ್ದೇಶವಾಗಿದೆ ಎಂದು ಹೇಳಿದರು. ಪ್ರಾಚಾರ್ಯ ಹೆಚ್. ಶಿವಕುಮಾರ್, ಉಪನ್ಯಾಸಕರು, ವಿದ್ಯಾರ್ಥಿಗಳು ಭಾಗವಹಿಸಿದ್ದರು. xyxy=(240,1819,448,1922)
school-caption: ಭೀಮಸಮುದ್ರದ ಭೀಮೇಶ್ವರ ಗ್ರಾಮಾಂತರ ಪ್ರೌಢಶಾಲೆಯಲ್ಲಿ ಶಾಲೆಯ ಸ್ಥಳೀಯ ಸಲಹಾ ಸಮಿತಿ ವತಿಯಿಂದ ಎಂಟನೇ ತರಗತಿಯ 53 ಮಕ್ಕಳಿಗೆ ಉಚಿತ ಸಮವಸ್ತ್ರ ವಿತರಣೆ ಮಾಡಲಾಯಿತು. ಸಲಹಾಸಮಿತಿ ಅಧ್ಯಕ್ಷ ವೃತ್ತಪ್ಪ, ಉಪಾಧ್ಯಕ್ಷ ರಂಗನಾಥ, ಕುಮಾರಸ್ವಾಮಿ, ಮುಖ್ಯಶಿಕ್ಷಕಿ ಕಲ್ಪನಾ, ಮಾಂಗಣಿ ಜಯಣ್ಣ, ವಿನಯ್ ಕುಮಾರ್, ಸುಮಾ ಉಪಸ್ಥಿತರಿದ್ದರು. xyxy=(294,1522,707,1581)
min-temp: 21 xyxy=(930,20,972,55)
bottom-right-col2: ಚಿತ್ರಕಲೆಯ ಸ್ಪರ್ಧೆಗಳನ್ನು ಹಮ್ಮಿಕೊಂಡಿದ್ದು ಎರಡನೆಯದಾಗಿ ಪ್ರತಿಭೆ ಗುರುತಿಸಿ ಬಹುಮಾನ ನೀಡಲಾಗುತ್ತಿದೆ. ರಾಜ್ಯ ಬಾಲ ಭವನ ಸೊಸೈಟಿ ಹಾಗೂ ಜಿಲ್ಲಾ ಬಾಲ ಭವನ ಸಮಿತಿ ಆಶ್ರಯದಲ್ಲಿ ಕಾರ್ಯಕ್ರಮ ನಡೆಯಿತು. ಮಕ್ಕಳ ಪ್ರತಿಭೆಗೆ ವೇದಿಕೆ ಕಲ್ಪಿಸುವುದು ಇಲಾಖೆಯ ಮುಖ್ಯ ಉದ್ದೇಶ ಎಂದರು. xyxy=(896,1831,1096,1919)
police-col2: ಜನಸ್ನೇಹಿಯೊಂದಿಗೆ ಪೊಲೀಸ್ ಇಲಾಖೆ ಜನರ ಸಮಸ್ಯೆಗಳನ್ನು ಆಲಿಸಿ ಪರಿಹಾರ ಕಂಡುಕೊಳ್ಳಲು ಮುಂದಾಗಿದೆ. ಸಾರ್ವಜನಿಕರು ಸಹಕರಿಸಬೇಕು ಎಂದರು. ವೃತ್ತ ನಿರೀಕ್ಷಕ ರಾಘವೇಂದ್ರ, ಪಿಎಸ್‌ಐ ಸುರೇಶ್, ಸಿಬ್ಬಂದಿಗಳಾದ ಮಾರುತಿ, ಶಿವಕುಮಾರ್, ನಾಗರಾಜ್, ಸಾರ್ವಜನಿಕರು ಪಾಲ್ಗೊಂಡಿದ್ದರು. xyxy=(514,1168,764,1244)
brief-dateline: ಚಿತ್ರದುರ್ಗ: xyxy=(38,1504,81,1518)
brief-item xyxy=(38,1136,274,1330)
main-col1-text: ರಸ್ತೆಯ ಬದಿಯ ಗೂಡಂಗಡಿ, ಹೋಟೆಲ್ ಸೇರಿದಂತೆ ಆಹಾರ ಮಾರಾಟ ಅಂಗಡಿ ಗಳಲ್ಲಿ ಶುಚಿತ್ವದ ಕೊರತೆ ಕಂಡುಬಂದರೆ, ಸಂಬಂಧ ಪಟ್ಟ ಆರೋಗ್ಯ ನಿರೀಕ್ಷಕರ ವಿರುದ್ಧವೂ ದೂರು ದಾಖಲಿಸಲಾಗುತ್ತದೆ ಎಂದು ಅಪರ ಜಿಲ್ಲಾಧಿಕಾರಿ ಬಿ.ಟಿ.ಕುಮಾರಸ್ವಾಮಿ ಸೂಚಿಸಿದರು. ಜಿಲ್ಲಾಧಿಕಾರಿಗಳ ಕಚೇರಿ ಸಭಾಂಗಣದಲ್ಲಿ ಬುಧವಾರ ಆಹಾರ ಸುರಕ್ಷತೆ ಮತ್ತು ಗುಣಮಟ್ಟ ಪ್ರಾಧಿಕಾರದ ಪ್ರಗತಿ ಪರಿಶೀಲನೆ ಸಭೆ ನಡೆಸಿ ಮಾತನಾಡಿದರು. ಅಸುರಕ್ಷಿತ ಆಹಾರ ಸೇವನೆಯಿಂದ ಕ್ಯಾನ್ಸರ್ ನಂತಹ ಮಾರಣಾಂತಿಕ ಖಾಯಿಲೆಗಳಿಗೆ ಜನರು ತುತ್ತಾಗುತ್ತಿದ್ದಾರೆ. ಹೋಟೆಲ್‌ಗಳು ಅಡುಗೆ ಕೊಠಡಿ, ಬಳಸುವ ಪಾತ್ರೆ ಹಾಗೂ ನೀರಿನ ಸ್ವಚ್ಛತೆ ಕಾಪಾಡದಿದ್ದರೆ ಅಂತಹ ಘಟಕಗಳ ಪರವಾನಗಿ ರದ್ದು ಪಡಿಸಲಾಗುವುದು ಎಂದರು. xyxy=(294,560,504,760)
quote-icon xyxy=(463,1827,495,1859)
taekwondo-headline: ಟೇಕ್ವಾಂಡೋ ಚಾಂಪಿಯನ್‌ಶಿಪ್‌ನಲ್ಲಿ ಪದಕ xyxy=(612,94,893,118)
quote-author: ■ ಡಿ.ಎಸ್.ಮೈಲಾರಪ್ಪ xyxy=(501,1889,593,1903)
birthday-caption: ಹಿರಿಯೂರು ತಾಲ್ಲೂಕಿನ ಬುದ್ಧಿಮಾಂದ್ಯ ಮಕ್ಕಳ ವಸತಿ ಶಾಲೆಯಲ್ಲಿ ಐಪಿಎಸ್ ಅಧಿಕಾರಿ ರವಿ ಚನ್ನಣ್ಣನವರ್ ಅವರ ಹುಟ್ಟುಹಬ್ಬವನ್ನು ಅವರ ಅಭಿಮಾನಿಗಳು ಆಚರಿಸಿದರು. ಮಾನವ ಬಂಧುತ್ವ ವೇದಿಕೆಯ ಮಹಿಳಾ ಸಂಚಾಲಕರಾದ ಅಂಬಿಕಾ, ಕಲಾವಿದ ಹೆಚ್.ಎಸ್.ಮಾರುತೇಶ್, ಚೇತನ್, ಗಿರೀಶ್, ರಕ್ಷಕ್ ವಿದ್ಯಾರ್ಥಿಗಳು ಹಾಜರಿದ್ದರು. xyxy=(292,343,592,421)
brief-title: ನಾಳೆ ಜಿಲ್ಲಾಸ್ಪತ್ರೆಯಲ್ಲಿ ನರರೋಗ ಚಿಕಿತ್ಸೆ ಶಿಬಿರ xyxy=(71,1450,274,1499)
meeting-photo xyxy=(1024,98,1298,258)
kiru-text: ಕಿರು xyxy=(104,98,136,126)
